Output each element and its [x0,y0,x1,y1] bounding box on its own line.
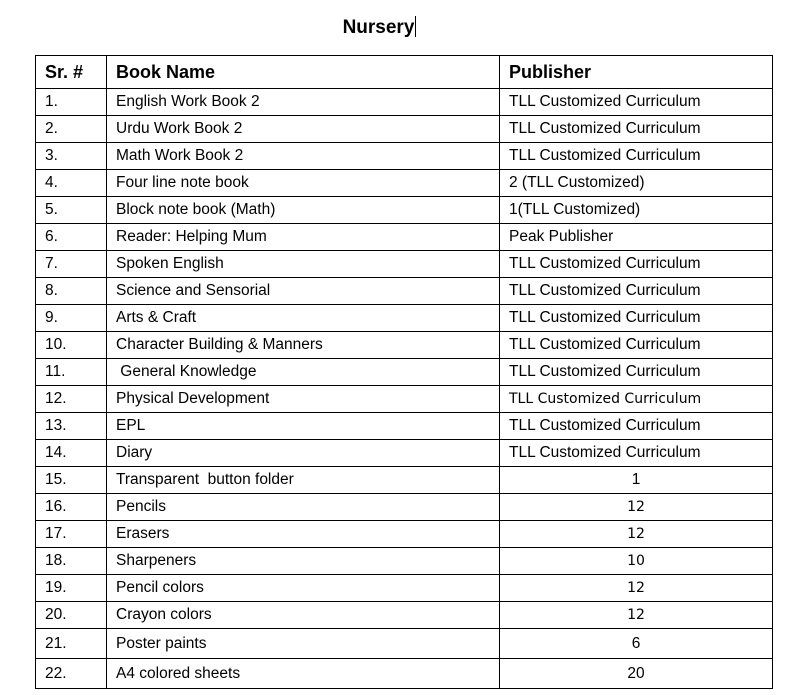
cell-publisher: 1(TLL Customized) [500,197,773,224]
cell-publisher: TLL Customized Curriculum [500,89,773,116]
cell-book-name: Transparent button folder [107,467,500,494]
table-row [36,575,773,602]
cell-sr: 6. [36,224,107,251]
table-row [36,170,773,197]
cell-sr: 22. [36,659,107,689]
cell-book-name: Arts & Craft [107,305,500,332]
cell-sr: 14. [36,440,107,467]
cell-sr: 20. [36,602,107,629]
cell-book-name: Science and Sensorial [107,278,500,305]
cell-book-name: General Knowledge [107,359,500,386]
cell-book-name: Block note book (Math) [107,197,500,224]
table-row [36,386,773,413]
cell-publisher: 1 [500,467,773,494]
cell-sr: 13. [36,413,107,440]
cell-publisher: TLL Customized Curriculum [500,251,773,278]
cell-sr: 15. [36,467,107,494]
cell-sr: 3. [36,143,107,170]
cell-publisher: 12 [500,521,773,548]
cell-sr: 16. [36,494,107,521]
cell-publisher: TLL Customized Curriculum [500,413,773,440]
cell-sr: 12. [36,386,107,413]
table-row [36,629,773,659]
cell-publisher: Peak Publisher [500,224,773,251]
cell-book-name: Reader: Helping Mum [107,224,500,251]
cell-sr: 17. [36,521,107,548]
cell-publisher: 12 [500,575,773,602]
cell-publisher: TLL Customized Curriculum [500,116,773,143]
cell-publisher: 2 (TLL Customized) [500,170,773,197]
cell-book-name: A4 colored sheets [107,659,500,689]
cell-sr: 11. [36,359,107,386]
cell-publisher: TLL Customized Curriculum [500,359,773,386]
cell-book-name: Spoken English [107,251,500,278]
cell-publisher: TLL Customized Curriculum [500,386,773,413]
table-row [36,359,773,386]
cell-sr: 10. [36,332,107,359]
cell-book-name: EPL [107,413,500,440]
cell-sr: 1. [36,89,107,116]
table-row [36,494,773,521]
table-row [36,197,773,224]
table-row [36,413,773,440]
text-cursor [415,16,416,37]
table-row [36,89,773,116]
cell-publisher: 6 [500,629,773,659]
cell-sr: 18. [36,548,107,575]
cell-book-name: Pencil colors [107,575,500,602]
table-row [36,467,773,494]
table-row [36,440,773,467]
cell-book-name: Crayon colors [107,602,500,629]
table-row [36,305,773,332]
header-publisher: Publisher [500,56,773,89]
cell-publisher: 12 [500,494,773,521]
cell-book-name: Character Building & Manners [107,332,500,359]
cell-publisher: 10 [500,548,773,575]
cell-book-name: Urdu Work Book 2 [107,116,500,143]
table-row [36,548,773,575]
cell-publisher: TLL Customized Curriculum [500,143,773,170]
cell-publisher: TLL Customized Curriculum [500,332,773,359]
cell-book-name: Physical Development [107,386,500,413]
cell-book-name: Erasers [107,521,500,548]
cell-publisher: TLL Customized Curriculum [500,305,773,332]
cell-sr: 9. [36,305,107,332]
cell-publisher: TLL Customized Curriculum [500,440,773,467]
table-row [36,659,773,689]
cell-sr: 21. [36,629,107,659]
cell-publisher: 12 [500,602,773,629]
cell-book-name: Math Work Book 2 [107,143,500,170]
cell-sr: 19. [36,575,107,602]
cell-sr: 2. [36,116,107,143]
table-row [36,332,773,359]
title-area [0,16,811,39]
table-header-row [36,56,773,89]
cell-sr: 8. [36,278,107,305]
cell-book-name: Poster paints [107,629,500,659]
cell-book-name: Four line note book [107,170,500,197]
cell-book-name: Diary [107,440,500,467]
cell-sr: 4. [36,170,107,197]
header-book-name: Book Name [107,56,500,89]
cell-book-name: English Work Book 2 [107,89,500,116]
table-row [36,143,773,170]
table-row [36,521,773,548]
table-row [36,278,773,305]
table-row [36,602,773,629]
cell-sr: 5. [36,197,107,224]
cell-sr: 7. [36,251,107,278]
header-sr: Sr. # [36,56,107,89]
cell-book-name: Pencils [107,494,500,521]
table-row [36,251,773,278]
book-list-table [35,55,773,689]
table-body [36,89,773,689]
cell-publisher: 20 [500,659,773,689]
table-row [36,116,773,143]
cell-book-name: Sharpeners [107,548,500,575]
cell-publisher: TLL Customized Curriculum [500,278,773,305]
table-row [36,224,773,251]
page-title[interactable]: Nursery [342,17,415,38]
